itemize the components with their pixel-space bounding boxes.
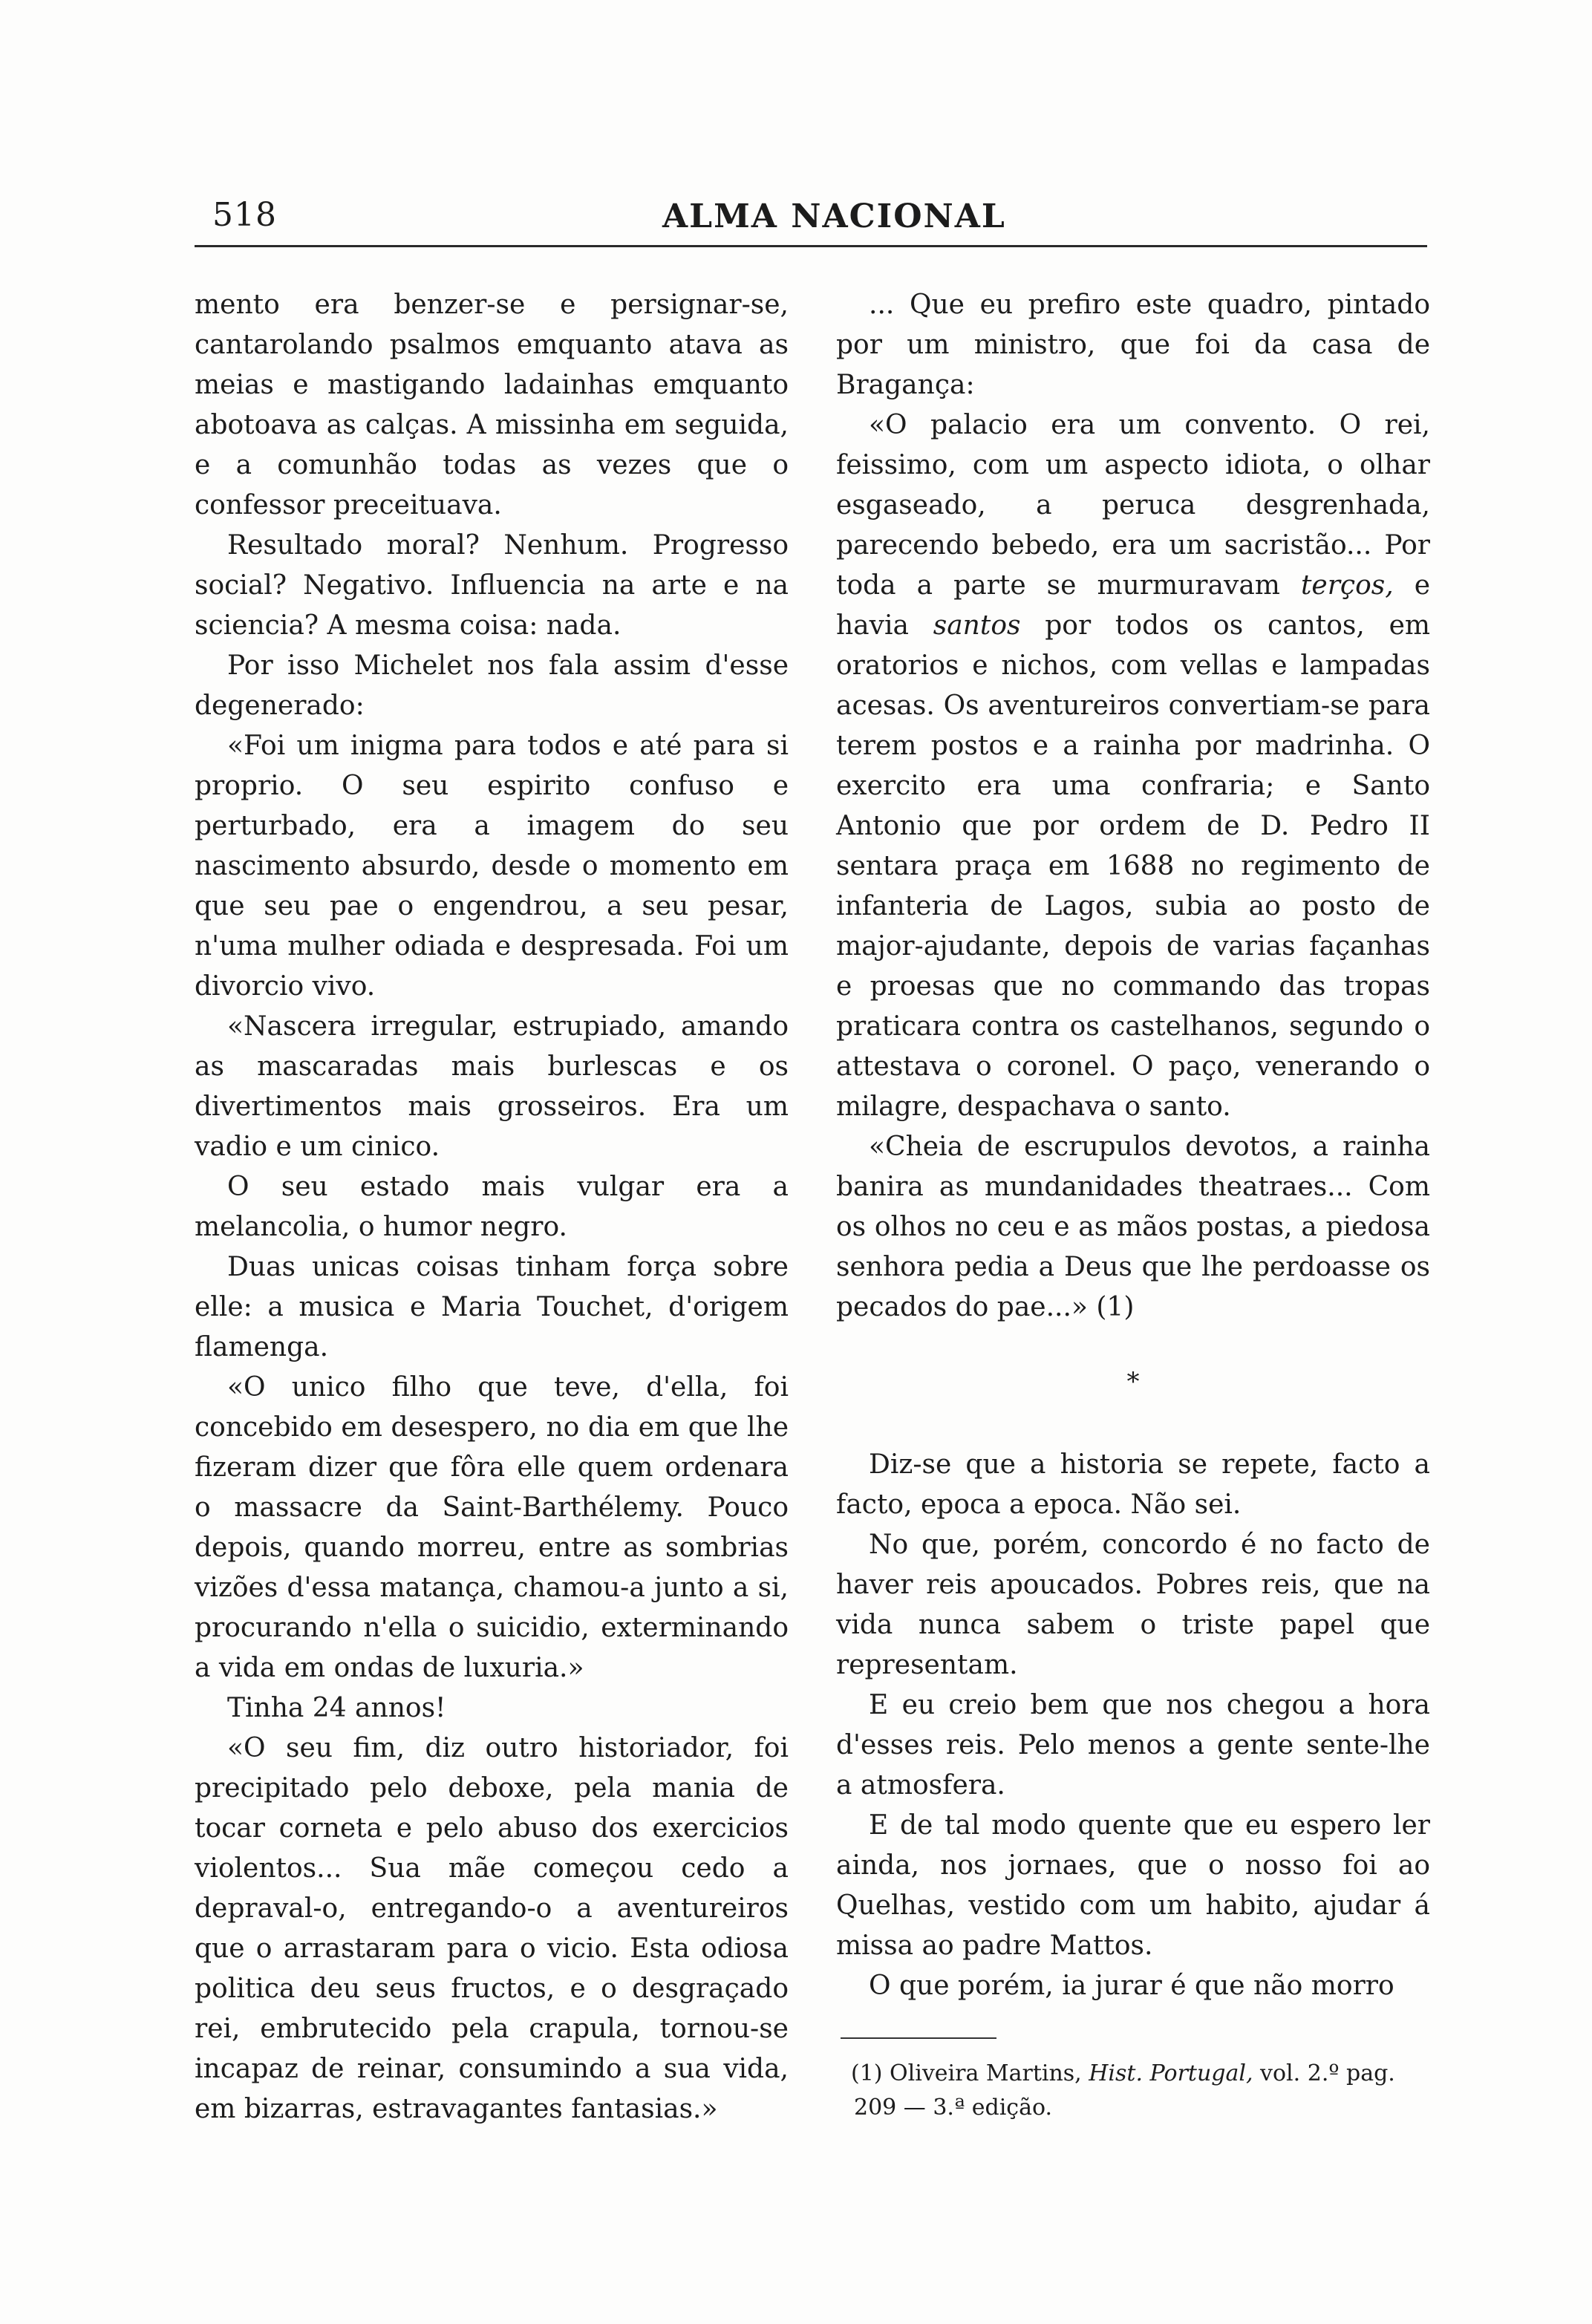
page-header [195,195,1427,247]
left-column [195,285,789,2129]
text-run: «O palacio era um convento. O rei, feissimo, com um aspecto idiota, o olhar esgaseado, a peruca desgrenhada, parecendo bebedo, era um sacristão... Por toda a parte se murmuravam [836,410,1430,601]
paragraph: mento era benzer-se e persignar-se, cantarolando psalmos emquanto atava as meias e mastigando ladainhas emquanto abotoava as calças. A missinha em seguida, e a comunhão todas as vezes que o confessor preceituava. [195,290,789,520]
footnote-rule [841,2037,996,2039]
paragraph: No que, porém, concordo é no facto de haver reis apoucados. Pobres reis, que na vida nunca sabem o triste papel que representam. [836,1530,1430,1680]
paragraph: Resultado moral? Nenhum. Progresso social? Negativo. Influencia na arte e na sciencia? A mesma coisa: nada. [195,530,789,641]
section-separator: * [1126,1367,1140,1397]
paragraph [836,405,1430,1127]
paragraph: «O seu fim, diz outro historiador, foi precipitado pelo deboxe, pela mania de tocar corneta e pelo abuso dos exercicios violentos... Sua mãe começou cedo a depraval-o, entregando-o a aventureiros que o arrastaram para o vicio. Esta odiosa politica deu seus fructos, e o desgraçado rei, embrutecido pela crapula, tornou-se incapaz de reinar, consumindo a sua vida, em bizarras, estravagantes fantasias.» [195,1733,789,2124]
italic-text: Hist. Portugal, [1089,2060,1253,2086]
paragraph: «O unico filho que teve, d'ella, foi concebido em desespero, no dia em que lhe fizeram dizer que fôra elle quem ordenara o massacre da Saint-Barthélemy. Pouco depois, quando morreu, entre as sombrias vizões d'essa matança, chamou-a junto a si, procurando n'ella o suicidio, exterminando a vida em ondas de luxuria.» [195,1372,789,1683]
paragraph: Duas unicas coisas tinham força sobre elle: a musica e Maria Touchet, d'origem flamenga. [195,1252,789,1362]
text-run: por todos os cantos, em oratorios e nichos, com vellas e lampadas acesas. Os aventureiros convertiam-se para terem postos e a rainha por madrinha. O exercito era uma confraria; e Santo Antonio que por ordem de D. Pedro II sentara praça em 1688 no regimento de infanteria de Lagos, subia ao posto de major-ajudante, depois de varias façanhas e proesas que no commando das tropas praticara contra os castelhanos, segundo o attestava o coronel. O paço, venerando o milagre, despachava o santo. [836,610,1431,1122]
paragraph: «Nascera irregular, estrupiado, amando as mascaradas mais burlescas e os divertimentos mais grosseiros. Era um vadio e um cinico. [195,1011,789,1162]
paragraph: O seu estado mais vulgar era a melancolia, o humor negro. [195,1172,789,1242]
paragraph: ... Que eu prefiro este quadro, pintado por um ministro, que foi da casa de Bragança: [836,290,1430,400]
running-title: ALMA NACIONAL [662,198,1006,235]
italic-text: terços, [1300,570,1394,601]
text-run: vol. 2.º pag. 209 — 3.ª edição. [854,2060,1395,2121]
paragraph: «Foi um inigma para todos e até para si proprio. O seu espirito confuso e perturbado, era a imagem do seu nascimento absurdo, desde o momento em que seu pae o engendrou, a seu pesar, n'uma mulher odiada e despresada. Foi um divorcio vivo. [195,731,789,1002]
page-number: 518 [212,196,277,234]
paragraph: E de tal modo quente que eu espero ler ainda, nos jornaes, que o nosso foi ao Quelhas, vestido com um habito, ajudar á missa ao padre Mattos. [836,1810,1430,1961]
paragraph: Por isso Michelet nos fala assim d'esse degenerado: [195,650,789,721]
paragraph: Diz-se que a historia se repete, facto a facto, epoca a epoca. Não sei. [836,1449,1430,1520]
footnote [836,2057,1430,2125]
text-run: e havia [836,570,1430,641]
paragraph: «Cheia de escrupulos devotos, a rainha banira as mundanidades theatraes... Com os olhos no ceu e as mãos postas, a piedosa senhora pedia a Deus que lhe perdoasse os pecados do pae...» (1) [836,1132,1430,1322]
paragraph: O que porém, ia jurar é que não morro [869,1971,1394,2001]
paragraph: Tinha 24 annos! [227,1693,446,1723]
text-run: (1) Oliveira Martins, [851,2060,1089,2086]
right-column [836,285,1430,2125]
italic-text: santos [933,610,1021,641]
paragraph: E eu creio bem que nos chegou a hora d'esses reis. Pelo menos a gente sente-lhe a atmosfera. [836,1690,1430,1801]
